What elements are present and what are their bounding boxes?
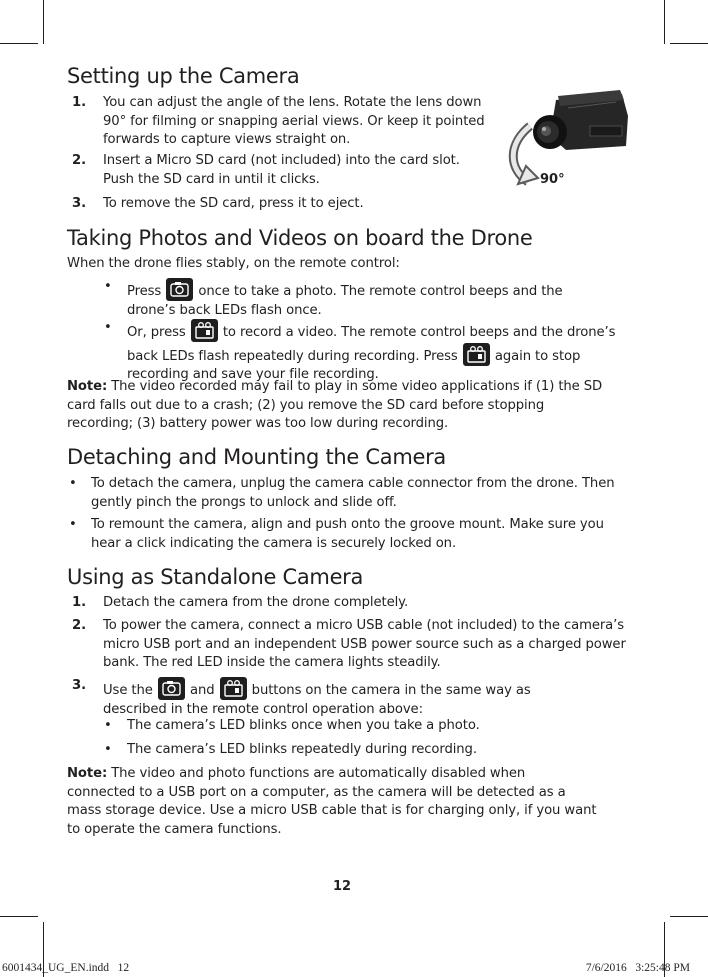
list-item — [67, 278, 602, 320]
item-text — [127, 278, 602, 320]
crop-mark — [43, 0, 44, 44]
camera-button-icon — [166, 278, 193, 301]
item-text: To detach the camera, unplug the camera cable connector from the drone. Then gently pinch the prongs to unlock and slide off. — [91, 476, 615, 510]
crop-mark — [664, 0, 665, 44]
video-button-icon — [463, 343, 490, 366]
camera-illustration — [500, 86, 635, 191]
section-title: Setting up the Camera — [67, 64, 300, 88]
list-item — [67, 319, 617, 385]
page-number: 12 — [332, 879, 352, 894]
bullet: • — [104, 718, 112, 733]
footer-file-info: 6001434_UG_EN.indd 12 — [2, 962, 130, 974]
bullet: • — [69, 517, 77, 532]
list-item — [67, 152, 487, 189]
list-item — [67, 94, 503, 150]
note — [67, 765, 597, 839]
list-item — [67, 677, 587, 719]
item-text — [103, 677, 587, 719]
section-title: Using as Standalone Camera — [67, 565, 364, 589]
video-button-icon — [220, 677, 247, 700]
bullet: • — [104, 279, 112, 294]
item-text — [127, 319, 617, 385]
item-text: The camera’s LED blinks repeatedly during recording. — [127, 742, 477, 757]
crop-mark — [670, 916, 708, 917]
note-text: The video recorded may fail to play in some video applications if (1) the SD card falls out due to a crash; (2) you remove the SD card before stopping recording; (3) battery power was too low during recording. — [67, 379, 603, 432]
list-item — [67, 741, 627, 760]
list-item — [67, 516, 627, 553]
item-number: 1. — [72, 595, 86, 610]
crop-mark — [0, 43, 38, 44]
item-number: 1. — [72, 95, 86, 110]
item-text-part: Use the — [103, 683, 153, 698]
item-number: 3. — [72, 196, 86, 211]
camera-button-icon — [158, 677, 185, 700]
note — [67, 378, 607, 434]
item-number: 2. — [72, 618, 86, 633]
item-text: Insert a Micro SD card (not included) into the card slot. Push the SD card in until it clicks. — [103, 153, 460, 187]
item-text-part: again to stop recording and save your file recording. — [127, 348, 581, 383]
item-text-part: Press — [127, 284, 162, 299]
item-number: 2. — [72, 153, 86, 168]
bullet: • — [104, 320, 112, 335]
item-text-part: buttons on the camera in the same way as described in the remote control operation above: — [103, 683, 531, 717]
bullet: • — [104, 742, 112, 757]
item-text: The camera’s LED blinks once when you take a photo. — [127, 718, 480, 733]
note-label: Note: — [67, 379, 108, 394]
item-text: You can adjust the angle of the lens. Rotate the lens down 90° for filming or snapping aerial views. Or keep it pointed forwards to capture views straight on. — [103, 95, 485, 148]
list-item — [67, 475, 627, 512]
note-text: The video and photo functions are automatically disabled when connected to a USB port on a computer, as the camera will be detected as a mass storage device. Use a micro USB cable that is for charging only, if you want to operate the camera functions. — [67, 766, 597, 837]
video-button-icon — [191, 319, 218, 342]
item-text-part: Or, press — [127, 325, 186, 340]
bullet: • — [69, 476, 77, 491]
intro-text: When the drone flies stably, on the remote control: — [67, 256, 400, 271]
angle-label: 90° — [540, 172, 565, 187]
item-text-part: to record a video. The remote control beeps and the drone’s back LEDs flash repeatedly during recording. Press — [127, 325, 616, 364]
item-text: To power the camera, connect a micro USB cable (not included) to the camera’s micro USB port and an independent USB power source such as a charged power bank. The red LED inside the camera lights steadily. — [103, 618, 626, 671]
item-number: 3. — [72, 678, 86, 693]
crop-mark — [670, 43, 708, 44]
item-text: To remove the SD card, press it to eject. — [103, 196, 364, 211]
note-label: Note: — [67, 766, 108, 781]
footer-timestamp: 7/6/2016 3:25:48 PM — [585, 962, 690, 974]
section-title: Taking Photos and Videos on board the Drone — [67, 226, 533, 250]
list-item — [67, 617, 627, 673]
item-text: To remount the camera, align and push onto the groove mount. Make sure you hear a click indicating the camera is securely locked on. — [91, 517, 604, 551]
item-text-part: once to take a photo. The remote control beeps and the drone’s back LEDs flash once. — [127, 284, 563, 318]
list-item — [67, 717, 627, 736]
crop-mark — [0, 916, 38, 917]
section-title: Detaching and Mounting the Camera — [67, 445, 447, 469]
item-text: Detach the camera from the drone completely. — [103, 595, 409, 610]
list-item — [67, 195, 567, 214]
list-item — [67, 594, 627, 613]
item-text-part: and — [189, 683, 215, 698]
